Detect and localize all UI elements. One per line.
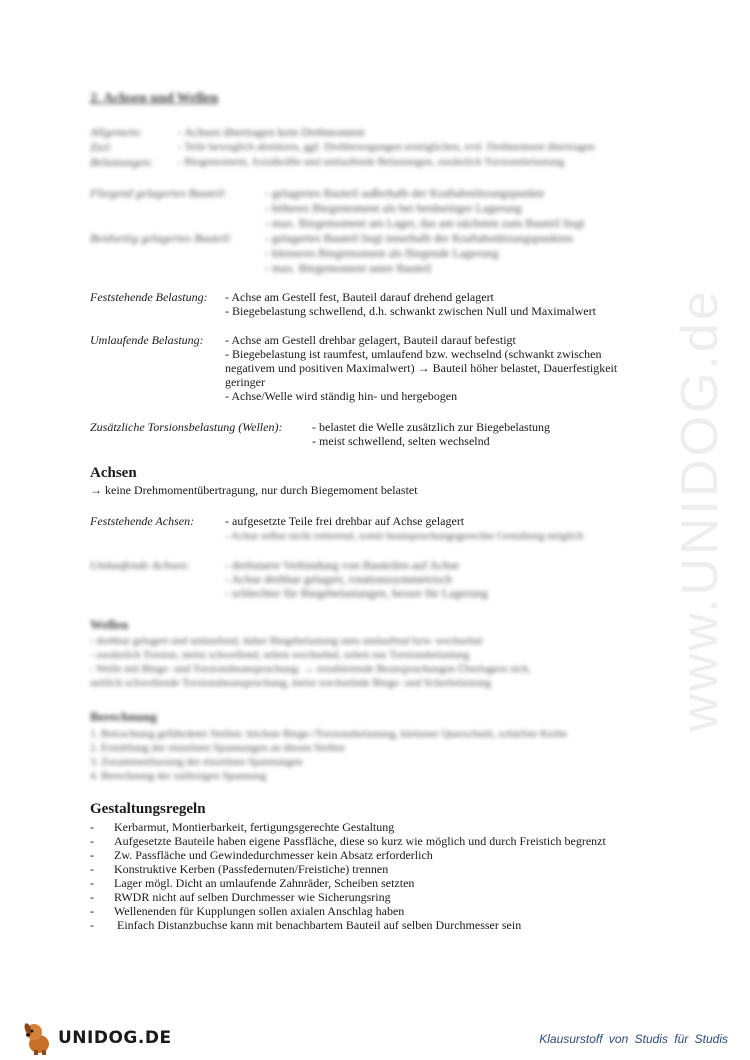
torsion-label: Zusätzliche Torsionsbelastung (Wellen): bbox=[90, 420, 283, 434]
list-item-text: RWDR nicht auf selben Durchmesser wie Sicherungsring bbox=[114, 890, 391, 904]
footer-tagline: Klausurstoff von Studis für Studis bbox=[539, 1032, 728, 1046]
list-item-text: Lager mögl. Dicht an umlaufende Zahnräder, Scheiben setzten bbox=[114, 876, 415, 890]
umlaufende-achsen-label: Umlaufende Achsen: bbox=[90, 558, 191, 572]
beidseitig-label: Beidseitig gelagertes Bauteil: bbox=[90, 231, 233, 245]
umlaufende-achsen-item: - drehstarre Verbindung von Bauteilen auf Achse bbox=[225, 558, 460, 572]
wellen-item: - Welle mit Biege- und Torsionsbeanspruchung: → resultierende Beanspruchungen Überlagern sich, bbox=[90, 663, 531, 675]
section-title: 2. Achsen und Wellen bbox=[90, 91, 219, 106]
berechnung-item: 2. Ermittlung der einzelnen Spannungen an diesen Stellen bbox=[90, 742, 345, 754]
beidseitig-item: - gelagertes Bauteil liegt innerhalb der Kraftabstützungspunkten bbox=[265, 231, 573, 245]
berechnung-item: 1. Betrachtung gefährdeter Stellen: höchste Biege-/Torsionsbelastung, kleinster Querschnitt, schärfste Kerbe bbox=[90, 728, 567, 740]
fliegend-item: - max. Biegemoment am Lager, das am nächsten zum Bauteil liegt bbox=[265, 216, 585, 230]
list-item-text: Kerbarmut, Montierbarkeit, fertigungsgerechte Gestaltung bbox=[114, 820, 395, 834]
feststehende-belastung-label: Feststehende Belastung: bbox=[90, 290, 208, 304]
feststehende-belastung-item: - Achse am Gestell fest, Bauteil darauf drehend gelagert bbox=[225, 290, 494, 304]
fliegend-label: Fliegend gelagertes Bauteil: bbox=[90, 186, 228, 200]
fliegend-item: - höheres Biegemoment als bei beidseitiger Lagerung bbox=[265, 201, 522, 215]
wellen-item: - zusätzlich Torsion, meist schwellend, selten wechselnd, selten nur Torsionsbelastung bbox=[90, 649, 470, 661]
umlaufende-belastung-item: - Achse/Welle wird ständig hin- und hergebogen bbox=[225, 389, 458, 403]
feststehende-achsen-label: Feststehende Achsen: bbox=[90, 514, 195, 528]
dog-icon bbox=[22, 1020, 54, 1056]
umlaufende-achsen-item: - schlechter für Biegebelastungen, besser für Lagerung bbox=[225, 586, 488, 600]
list-item-text: Konstruktive Kerben (Passfedernuten/Freistiche) trennen bbox=[114, 862, 389, 876]
achsen-heading: Achsen bbox=[90, 465, 137, 481]
list-item: - Lager mögl. Dicht an umlaufende Zahnräder, Scheiben setzten bbox=[90, 876, 415, 890]
wellen-item: - drehbar gelagert und umlaufend, daher Biegebelastung stets umlaufend bzw. wechselnd bbox=[90, 635, 483, 647]
intro-label: Belastungen: bbox=[90, 155, 154, 169]
list-item: - Aufgesetzte Bauteile haben eigene Passfläche, diese so kurz wie möglich und durch Freistich begrenzt bbox=[90, 834, 606, 848]
list-item-text: Aufgesetzte Bauteile haben eigene Passfläche, diese so kurz wie möglich und durch Freistich begrenzt bbox=[114, 834, 606, 848]
feststehende-belastung-item: - Biegebelastung schwellend, d.h. schwankt zwischen Null und Maximalwert bbox=[225, 304, 596, 318]
list-item-text: Zw. Passfläche und Gewindedurchmesser kein Absatz erforderlich bbox=[114, 848, 433, 862]
list-item: - Kerbarmut, Montierbarkeit, fertigungsgerechte Gestaltung bbox=[90, 820, 395, 834]
wellen-item: zeitlich schwellende Torsionsbeanspruchung, meist wechselnde Biege- und Scherbelastung bbox=[90, 677, 492, 689]
feststehende-achsen-item: - aufgesetzte Teile frei drehbar auf Achse gelagert bbox=[225, 514, 465, 528]
torsion-item: - belastet die Welle zusätzlich zur Biegebelastung bbox=[312, 420, 551, 434]
list-item: - Konstruktive Kerben (Passfedernuten/Freistiche) trennen bbox=[90, 862, 389, 876]
torsion-item: - meist schwellend, selten wechselnd bbox=[312, 434, 490, 448]
gestaltung-heading: Gestaltungsregeln bbox=[90, 801, 206, 817]
umlaufende-belastung-item: - Achse am Gestell drehbar gelagert, Bauteil darauf befestigt bbox=[225, 333, 516, 347]
list-item: - RWDR nicht auf selben Durchmesser wie Sicherungsring bbox=[90, 890, 391, 904]
umlaufende-belastung-item: geringer bbox=[225, 375, 265, 389]
umlaufende-achsen-item: - Achse drehbar gelagert, rotationssymmetrisch bbox=[225, 572, 452, 586]
achsen-subtitle: → keine Drehmomentübertragung, nur durch Biegemoment belastet bbox=[90, 483, 418, 497]
watermark-text: www.UNIDOG.de bbox=[671, 288, 729, 732]
list-item: - Zw. Passfläche und Gewindedurchmesser kein Absatz erforderlich bbox=[90, 848, 433, 862]
logo-text: UNIDOG.DE bbox=[58, 1028, 172, 1048]
beidseitig-item: - max. Biegemoment unter Bauteil bbox=[265, 261, 432, 275]
list-item: - Einfach Distanzbuchse kann mit benachbartem Bauteil auf selben Durchmesser sein bbox=[90, 918, 522, 932]
berechnung-heading: Berechnung bbox=[90, 709, 157, 724]
intro-text: - Teile beweglich abstützen, ggf. Drehbewegungen ermöglichen, evtl. Drehmoment übertragen bbox=[178, 141, 595, 153]
wellen-heading: Wellen bbox=[90, 617, 129, 632]
beidseitig-item: - kleineres Biegemoment als fliegende Lagerung bbox=[265, 246, 499, 260]
umlaufende-belastung-label: Umlaufende Belastung: bbox=[90, 333, 204, 347]
intro-label: Allgemein: bbox=[90, 125, 143, 139]
umlaufende-belastung-item: negativem und positiven Maximalwert) → Bauteil höher belastet, Dauerfestigkeit bbox=[225, 361, 618, 375]
list-item-text: Einfach Distanzbuchse kann mit benachbartem Bauteil auf selben Durchmesser sein bbox=[114, 918, 522, 932]
feststehende-achsen-item: - Achse selbst nicht rotierend, somit beanspruchungsgerechte Gestaltung möglich bbox=[225, 530, 584, 542]
intro-text: - Biegemoment, Axialkräfte und umlaufende Belastungen, zusätzlich Torsionsbelastung bbox=[178, 156, 565, 168]
berechnung-item: 4. Berechnung der zulässigen Spannung bbox=[90, 770, 267, 782]
intro-text: - Achsen übertragen kein Drehmoment bbox=[178, 125, 365, 139]
watermark bbox=[640, 280, 750, 740]
unidog-logo[interactable] bbox=[22, 1018, 172, 1058]
list-item: - Wellenenden für Kupplungen sollen axialen Anschlag haben bbox=[90, 904, 405, 918]
fliegend-item: - gelagertes Bauteil außerhalb der Kraftabstützungspunkte bbox=[265, 186, 545, 200]
berechnung-item: 3. Zusammenfassung der einzelnen Spannungen bbox=[90, 756, 303, 768]
list-item-text: Wellenenden für Kupplungen sollen axialen Anschlag haben bbox=[114, 904, 405, 918]
umlaufende-belastung-item: - Biegebelastung ist raumfest, umlaufend bzw. wechselnd (schwankt zwischen bbox=[225, 347, 602, 361]
intro-label: Ziel: bbox=[90, 140, 113, 154]
